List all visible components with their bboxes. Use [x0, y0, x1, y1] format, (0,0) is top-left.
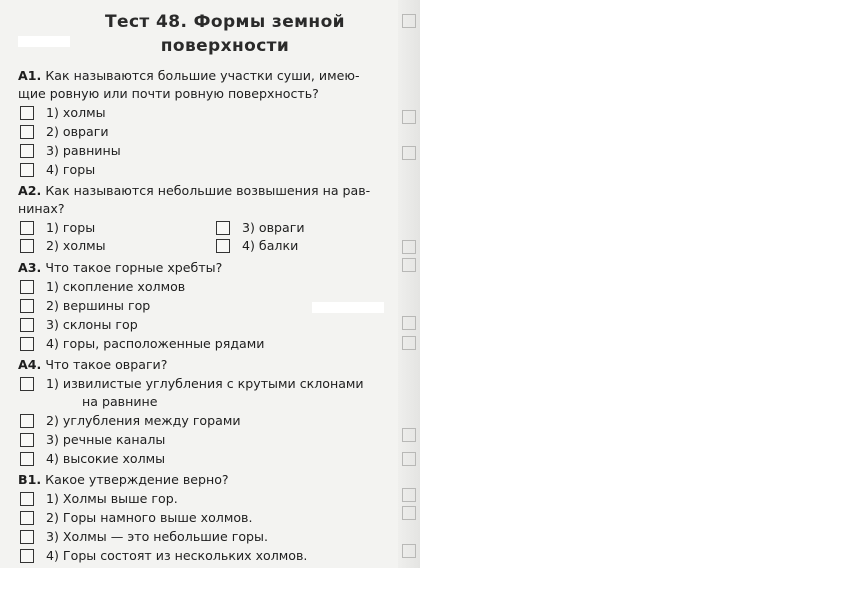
edge-checkbox: [402, 506, 416, 520]
option-label: 2) вершины гор: [46, 298, 151, 313]
checkbox[interactable]: [20, 144, 34, 158]
edge-checkbox: [402, 428, 416, 442]
checkbox[interactable]: [20, 318, 34, 332]
checkbox[interactable]: [20, 337, 34, 351]
checkbox[interactable]: [20, 549, 34, 563]
checkbox[interactable]: [20, 280, 34, 294]
option-label: 1) горы: [46, 220, 96, 235]
option-label: 3) склоны гор: [46, 317, 138, 332]
answer-option[interactable]: [20, 527, 268, 546]
option-label: 3) Холмы — это небольшие горы.: [46, 529, 268, 544]
answer-option[interactable]: [216, 218, 305, 237]
answer-option[interactable]: [20, 160, 95, 179]
answer-option[interactable]: [20, 374, 364, 393]
page-title: Тест 48. Формы земной: [105, 12, 345, 32]
option-label: 1) скопление холмов: [46, 279, 186, 294]
checkbox[interactable]: [20, 106, 34, 120]
page-title-line2: поверхности: [160, 36, 290, 56]
answer-option[interactable]: [20, 449, 165, 468]
question-a4: [18, 355, 167, 374]
answer-option[interactable]: [20, 430, 165, 449]
option-label: 4) горы: [46, 162, 96, 177]
edge-checkbox: [402, 316, 416, 330]
question-text: Как называются большие участки суши, имею-: [45, 68, 360, 83]
edge-checkbox: [402, 544, 416, 558]
answer-option[interactable]: [20, 546, 307, 565]
question-label: А3.: [18, 260, 42, 275]
facing-page-edge: [398, 0, 420, 568]
option-label: 3) равнины: [46, 143, 121, 158]
question-text: Что такое овраги?: [45, 357, 168, 372]
question-text: Как называются небольшие возвышения на рав-: [45, 183, 371, 198]
answer-option[interactable]: [20, 315, 138, 334]
answer-option[interactable]: [20, 411, 241, 430]
worksheet-page: [0, 0, 420, 568]
edge-checkbox: [402, 146, 416, 160]
checkbox[interactable]: [20, 452, 34, 466]
option-label: 2) Горы намного выше холмов.: [46, 510, 253, 525]
checkbox[interactable]: [20, 299, 34, 313]
edge-checkbox: [402, 336, 416, 350]
answer-option[interactable]: [20, 218, 95, 237]
option-label: 1) холмы: [46, 105, 106, 120]
answer-option[interactable]: [20, 122, 109, 141]
question-text: Что такое горные хребты?: [45, 260, 223, 275]
answer-option[interactable]: [20, 489, 178, 508]
option-label: 2) овраги: [46, 124, 109, 139]
question-label: А1.: [18, 68, 42, 83]
checkbox[interactable]: [20, 433, 34, 447]
checkbox[interactable]: [20, 125, 34, 139]
question-label: В1.: [18, 472, 42, 487]
redaction-patch: [312, 302, 384, 313]
question-text: Какое утверждение верно?: [45, 472, 229, 487]
checkbox[interactable]: [20, 239, 34, 253]
checkbox[interactable]: [20, 221, 34, 235]
option-label: 1) извилистые углубления с крутыми склонами: [46, 376, 364, 391]
edge-checkbox: [402, 110, 416, 124]
facing-page-show-through: [225, 60, 395, 540]
option-label: 3) речные каналы: [46, 432, 166, 447]
checkbox[interactable]: [20, 414, 34, 428]
question-a1: [18, 66, 360, 85]
answer-option[interactable]: [20, 508, 252, 527]
option-label-cont: на равнине: [82, 394, 158, 409]
edge-checkbox: [402, 14, 416, 28]
option-label: 4) Горы состоят из нескольких холмов.: [46, 548, 308, 563]
edge-checkbox: [402, 452, 416, 466]
edge-checkbox: [402, 258, 416, 272]
question-a1-cont: щие ровную или почти ровную поверхность?: [18, 86, 319, 101]
answer-option[interactable]: [20, 141, 121, 160]
checkbox[interactable]: [20, 163, 34, 177]
question-b1: [18, 470, 229, 489]
option-label: 2) холмы: [46, 238, 106, 253]
option-label: 1) Холмы выше гор.: [46, 491, 178, 506]
checkbox[interactable]: [20, 511, 34, 525]
question-a2: [18, 181, 370, 200]
option-label: 3) овраги: [242, 220, 305, 235]
question-a3: [18, 258, 222, 277]
question-a2-cont: нинах?: [18, 201, 65, 216]
checkbox[interactable]: [20, 530, 34, 544]
option-label: 4) высокие холмы: [46, 451, 166, 466]
checkbox[interactable]: [216, 221, 230, 235]
answer-option[interactable]: [20, 103, 106, 122]
checkbox[interactable]: [20, 492, 34, 506]
option-label: 2) углубления между горами: [46, 413, 241, 428]
question-label: А2.: [18, 183, 42, 198]
checkbox[interactable]: [216, 239, 230, 253]
edge-checkbox: [402, 488, 416, 502]
edge-checkbox: [402, 240, 416, 254]
answer-option[interactable]: [20, 334, 264, 353]
answer-option[interactable]: [20, 296, 150, 315]
option-label: 4) балки: [242, 238, 299, 253]
question-label: А4.: [18, 357, 42, 372]
answer-option[interactable]: [216, 236, 298, 255]
checkbox[interactable]: [20, 377, 34, 391]
option-label: 4) горы, расположенные рядами: [46, 336, 265, 351]
answer-option[interactable]: [20, 277, 185, 296]
answer-option[interactable]: [20, 236, 106, 255]
